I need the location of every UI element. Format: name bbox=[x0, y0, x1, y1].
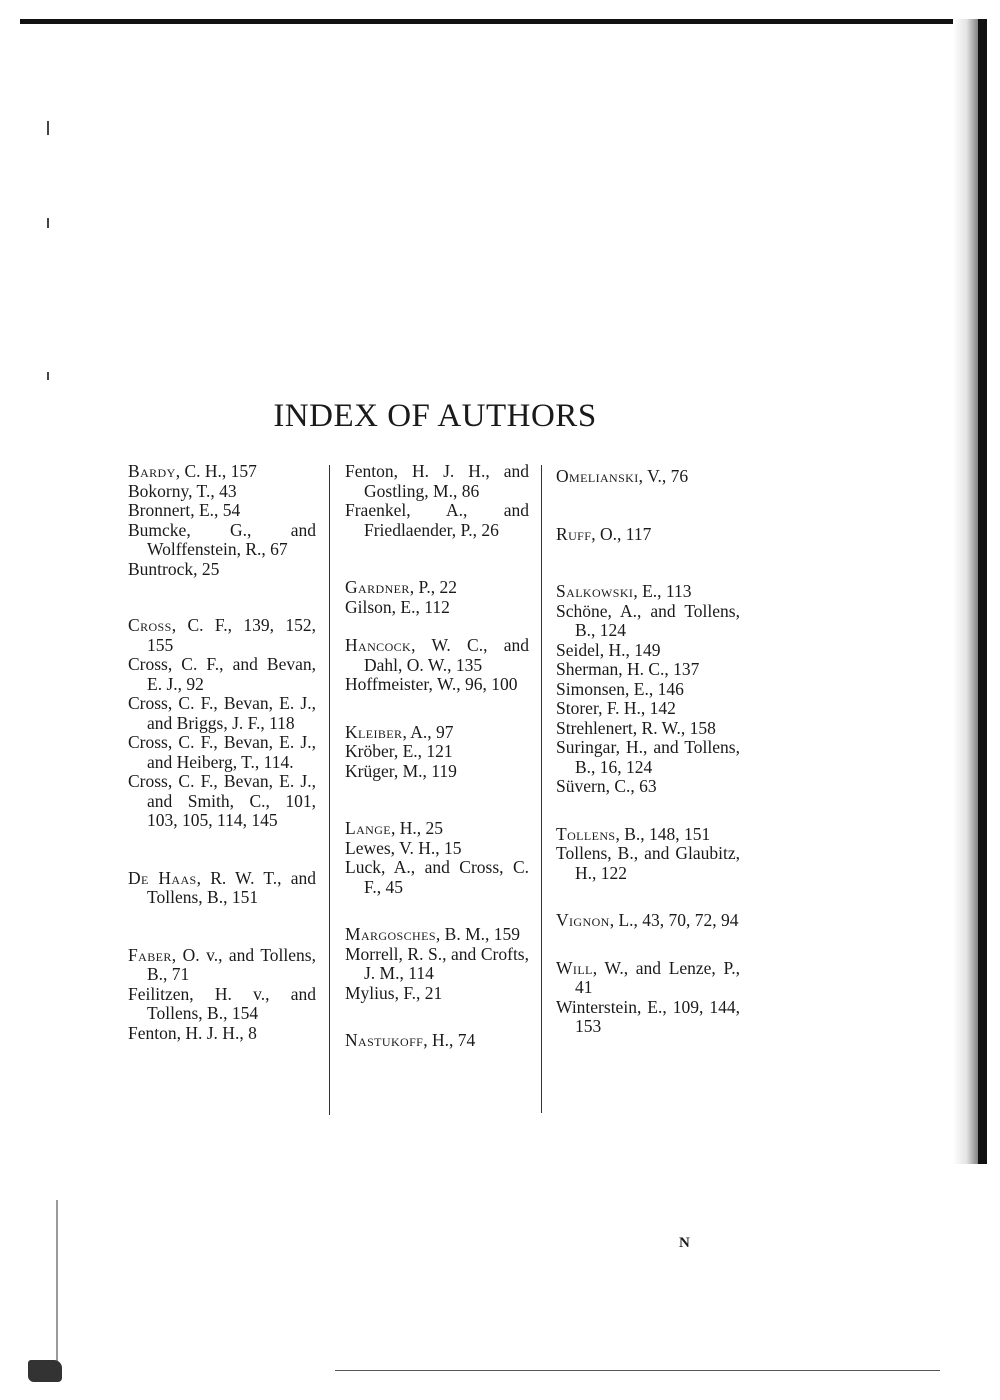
page-title: INDEX OF AUTHORS bbox=[273, 398, 597, 434]
index-entry: Ruff, O., 117 bbox=[556, 523, 652, 544]
index-entry: Suringar, H., and Tollens, B., 16, 124 bbox=[556, 737, 740, 777]
scan-left-edge bbox=[56, 1200, 58, 1370]
index-entry: Schöne, A., and Tollens, B., 124 bbox=[556, 600, 740, 640]
index-entry: Simonsen, E., 146 bbox=[556, 678, 684, 699]
scan-top-border bbox=[20, 19, 960, 24]
index-column-2 bbox=[345, 459, 529, 1051]
index-entry: Bumcke, G., and Wolffenstein, R., 67 bbox=[128, 519, 316, 559]
scan-corner-smudge bbox=[28, 1360, 62, 1382]
scan-bottom-line bbox=[335, 1370, 940, 1371]
index-entry: Cross, C. F., 139, 152, 155 bbox=[128, 615, 316, 655]
index-entry: Buntrock, 25 bbox=[128, 558, 220, 579]
scan-speck bbox=[47, 121, 49, 135]
index-entry: Fraenkel, A., and Friedlaender, P., 26 bbox=[345, 500, 529, 540]
index-entry: Fenton, H. J. H., and Gostling, M., 86 bbox=[345, 461, 529, 501]
scan-speck bbox=[47, 218, 49, 228]
scan-speck bbox=[47, 372, 49, 380]
index-entry: Feilitzen, H. v., and Tollens, B., 154 bbox=[128, 983, 316, 1023]
index-entry: Storer, F. H., 142 bbox=[556, 698, 676, 718]
index-entry: Nastukoff, H., 74 bbox=[345, 1030, 476, 1050]
index-entry: Hancock, W. C., and Dahl, O. W., 135 bbox=[345, 635, 529, 675]
signature-mark: N bbox=[679, 1235, 690, 1251]
index-entry: Bardy, C. H., 157 bbox=[128, 461, 257, 481]
index-entry: Bronnert, E., 54 bbox=[128, 500, 241, 520]
index-entry: Margosches, B. M., 159 bbox=[345, 924, 521, 944]
index-entry: Kleiber, A., 97 bbox=[345, 721, 454, 742]
index-entry: Bokorny, T., 43 bbox=[128, 480, 237, 501]
index-entry: Faber, O. v., and Tollens, B., 71 bbox=[128, 944, 316, 984]
index-entry: Krüger, M., 119 bbox=[345, 760, 457, 781]
scan-right-border bbox=[978, 19, 987, 1164]
index-entry: Salkowski, E., 113 bbox=[556, 581, 692, 601]
column-rule-2 bbox=[541, 465, 542, 1113]
index-entry: Süvern, C., 63 bbox=[556, 776, 657, 796]
index-entry: Winterstein, E., 109, 144, 153 bbox=[556, 996, 740, 1036]
index-entry: Luck, A., and Cross, C. F., 45 bbox=[345, 857, 529, 897]
index-entry: Vignon, L., 43, 70, 72, 94 bbox=[556, 910, 739, 930]
index-entry: Mylius, F., 21 bbox=[345, 982, 443, 1003]
index-entry: Sherman, H. C., 137 bbox=[556, 659, 700, 679]
index-entry: Cross, C. F., Bevan, E. J., and Heiberg, T., 114. bbox=[128, 732, 316, 772]
index-entry: Cross, C. F., Bevan, E. J., and Smith, C., 101, 103, 105, 114, 145 bbox=[128, 771, 316, 830]
column-rule-1 bbox=[329, 465, 330, 1115]
index-entry: Omelianski, V., 76 bbox=[556, 466, 689, 486]
index-entry: Hoffmeister, W., 96, 100 bbox=[345, 674, 518, 694]
index-entry: Tollens, B., and Glaubitz, H., 122 bbox=[556, 843, 740, 883]
index-column-3 bbox=[556, 459, 740, 1037]
index-entry: Fenton, H. J. H., 8 bbox=[128, 1022, 257, 1043]
index-entry: De Haas, R. W. T., and Tollens, B., 151 bbox=[128, 867, 316, 907]
index-entry: Will, W., and Lenze, P., 41 bbox=[556, 957, 740, 997]
index-entry: Lewes, V. H., 15 bbox=[345, 837, 462, 858]
index-entry: Cross, C. F., Bevan, E. J., and Briggs, J. F., 118 bbox=[128, 693, 316, 733]
index-entry: Morrell, R. S., and Crofts, J. M., 114 bbox=[345, 943, 529, 983]
index-entry: Gilson, E., 112 bbox=[345, 596, 450, 617]
index-entry: Kröber, E., 121 bbox=[345, 741, 453, 761]
index-entry: Strehlenert, R. W., 158 bbox=[556, 717, 716, 738]
index-column-1 bbox=[128, 459, 316, 1043]
index-entry: Lange, H., 25 bbox=[345, 818, 444, 838]
index-entry: Tollens, B., 148, 151 bbox=[556, 823, 711, 844]
index-entry: Cross, C. F., and Bevan, E. J., 92 bbox=[128, 654, 316, 694]
index-entry: Seidel, H., 149 bbox=[556, 639, 661, 660]
index-entry: Gardner, P., 22 bbox=[345, 577, 457, 597]
